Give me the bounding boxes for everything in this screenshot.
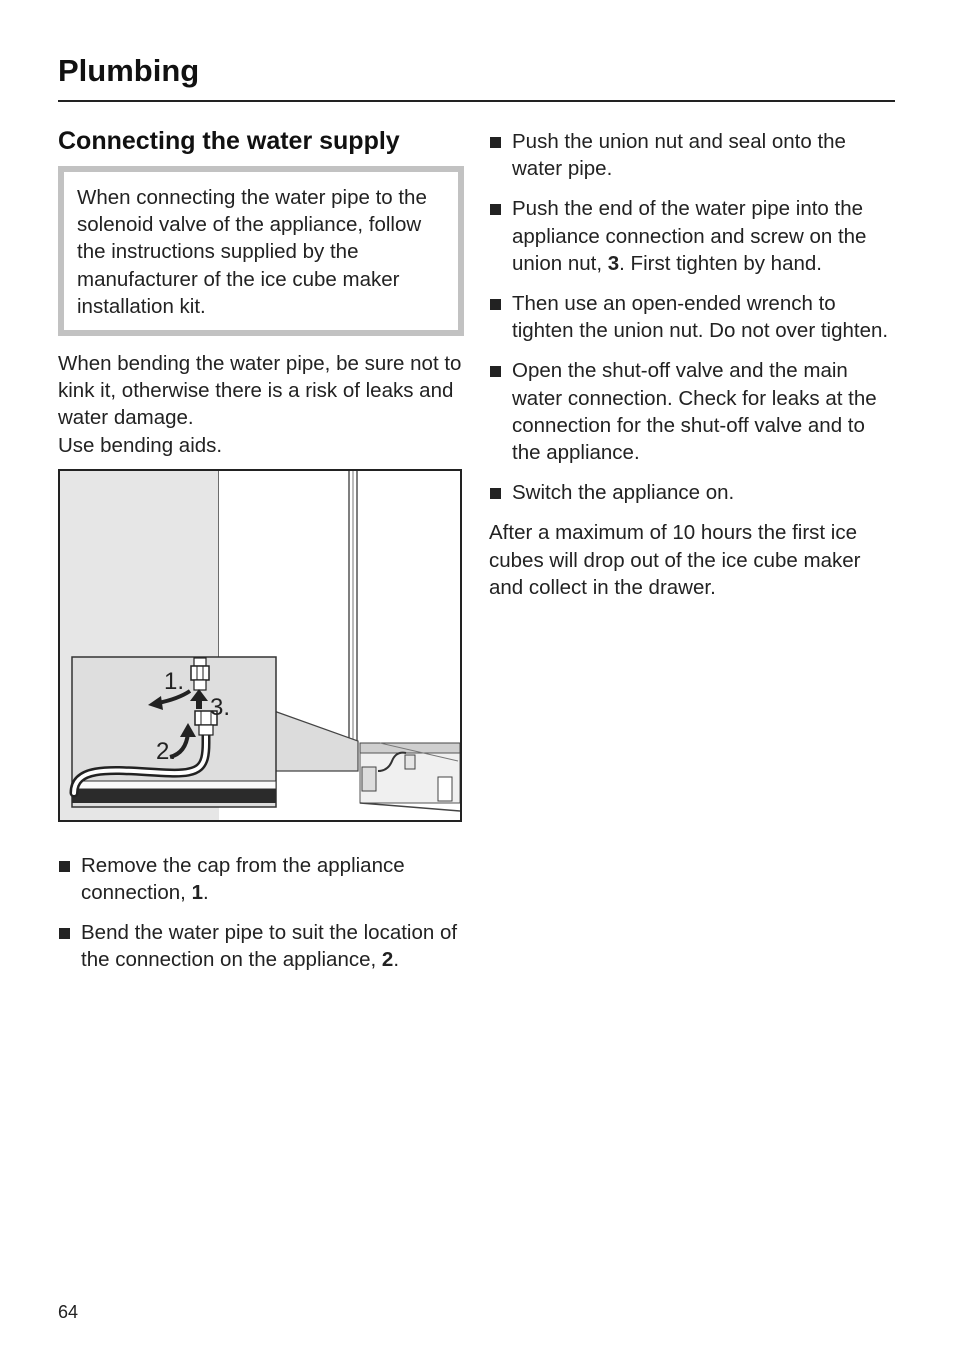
list-item: Then use an open-ended wrench to tighten the union nut. Do not over tighten. <box>489 290 894 344</box>
square-bullet-icon <box>490 488 501 499</box>
square-bullet-icon <box>490 204 501 215</box>
water-connection-illustration <box>58 469 462 822</box>
right-steps-list <box>489 128 894 506</box>
warning-line-2: Use bending aids. <box>58 433 223 457</box>
warning-line-1: When bending the water pipe, be sure not to kink it, otherwise there is a risk of leaks and water damage. <box>58 352 462 430</box>
square-bullet-icon <box>59 861 70 872</box>
left-column <box>58 124 464 987</box>
illustration-drawing <box>60 471 460 820</box>
warning-text <box>58 350 464 459</box>
list-item: Push the union nut and seal onto the water pipe. <box>489 128 894 182</box>
note-text: When connecting the water pipe to the solenoid valve of the appliance, follow the instructions supplied by the manufacturer of the ice cube maker installation kit. <box>77 186 427 318</box>
closing-text: After a maximum of 10 hours the first ice cubes will drop out of the ice cube maker and collect in the drawer. <box>489 521 861 599</box>
left-steps-list <box>58 852 464 974</box>
square-bullet-icon <box>490 299 501 310</box>
step-2-label: 2. <box>156 737 177 765</box>
list-item: Switch the appliance on. <box>489 479 894 506</box>
section-heading: Connecting the water supply <box>58 127 400 155</box>
right-column <box>489 128 894 601</box>
list-item: Open the shut-off valve and the main water connection. Check for leaks at the connection for the shut-off valve and to the appliance. <box>489 357 894 466</box>
step-1-label: 1. <box>164 667 185 695</box>
note-box <box>58 166 464 336</box>
list-item: Bend the water pipe to suit the location of the connection on the appliance, 2. <box>58 919 464 973</box>
list-item: Push the end of the water pipe into the appliance connection and screw on the union nut, 3. First tighten by hand. <box>489 195 894 277</box>
title-divider <box>58 100 895 102</box>
list-item: Remove the cap from the appliance connection, 1. <box>58 852 464 906</box>
page-number: 64 <box>58 1302 79 1322</box>
page-title: Plumbing <box>58 53 200 88</box>
square-bullet-icon <box>59 928 70 939</box>
square-bullet-icon <box>490 137 501 148</box>
square-bullet-icon <box>490 366 501 377</box>
step-3-label: 3. <box>210 693 231 721</box>
